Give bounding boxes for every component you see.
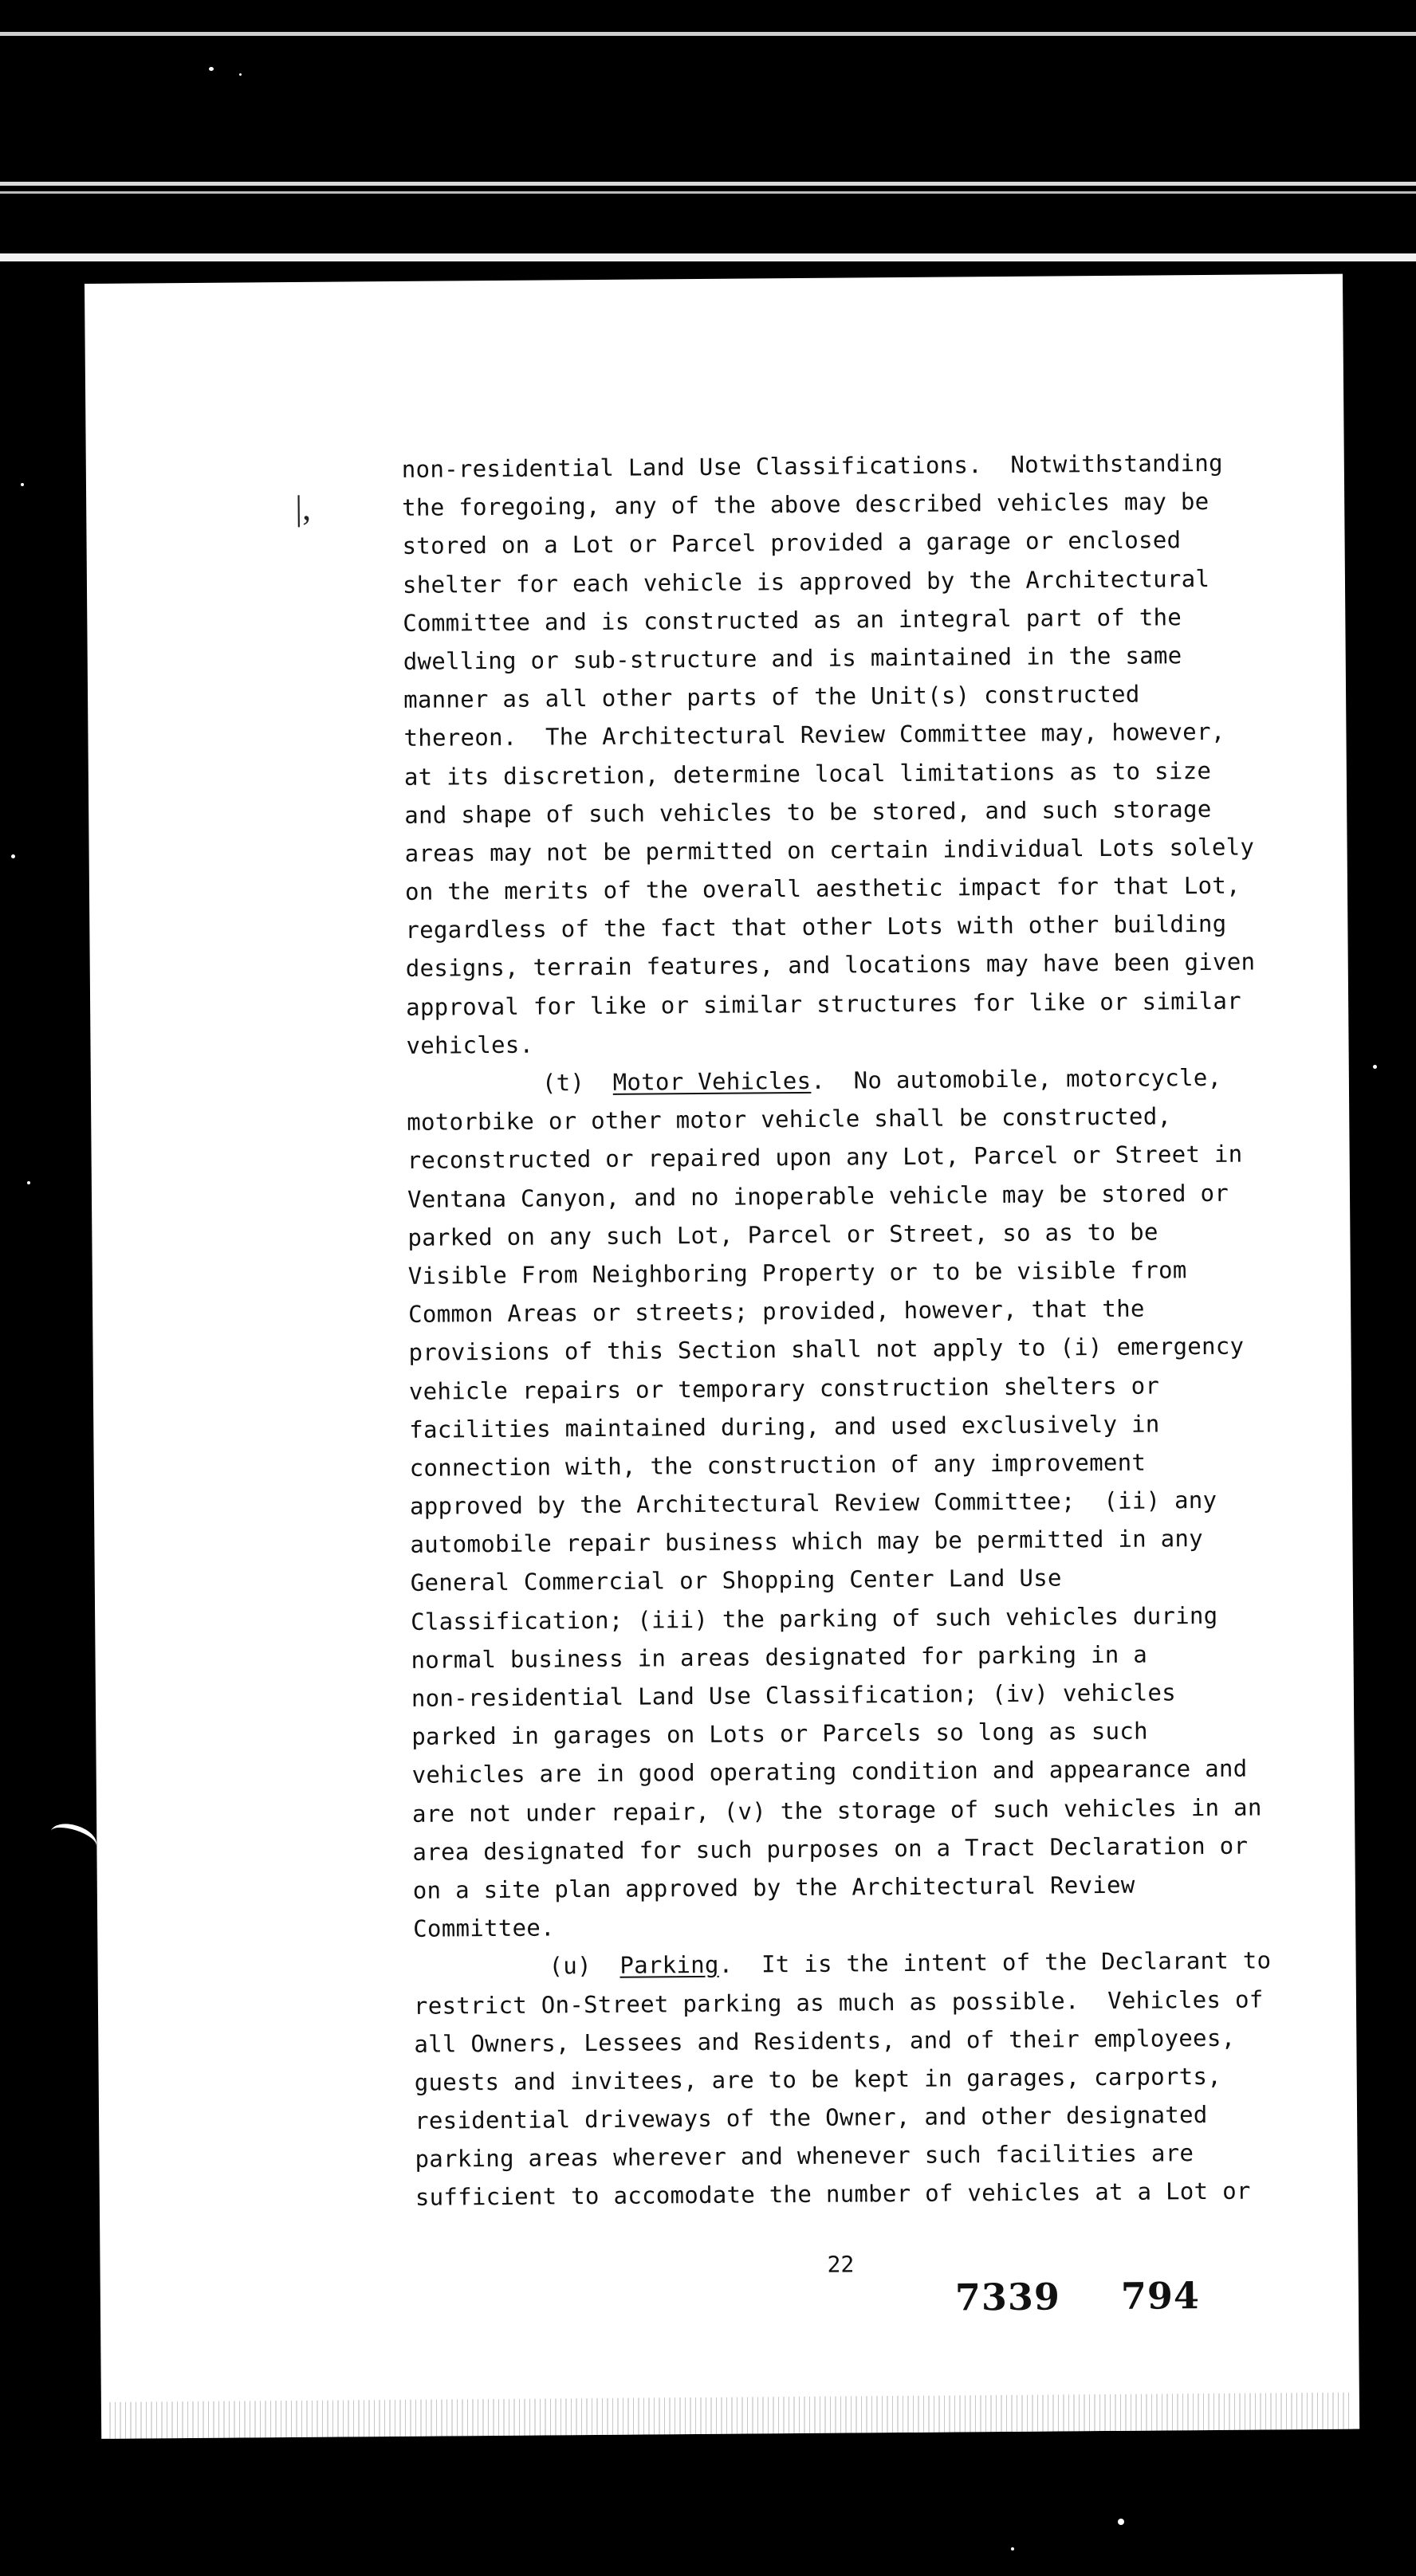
text-line: and shape of such vehicles to be stored, and such storage <box>404 795 1212 829</box>
text-line: General Commercial or Shopping Center Land Use <box>410 1564 1062 1597</box>
body-text <box>402 443 1324 2217</box>
scan-artifact <box>46 1819 100 1859</box>
scan-speck <box>21 483 24 486</box>
text-line: provisions of this Section shall not apply to (i) emergency <box>408 1332 1245 1367</box>
text-line: restrict On-Street parking as much as possible. Vehicles of <box>413 1985 1264 2020</box>
scan-speck <box>27 1181 30 1184</box>
text-line: all Owners, Lessees and Residents, and of their employees, <box>414 2024 1236 2058</box>
text-line: areas may not be permitted on certain individual Lots solely <box>404 833 1255 867</box>
line-text: . No automobile, motorcycle, <box>811 1063 1222 1094</box>
text-line: parking areas wherever and whenever such facilities are <box>415 2139 1194 2174</box>
text-line: dwelling or sub-structure and is maintained in the same <box>403 642 1182 675</box>
text-line: approval for like or similar structures for like or similar <box>406 987 1242 1021</box>
text-line: Committee. <box>413 1914 555 1942</box>
scanner-band <box>0 182 1416 186</box>
text-line: guests and invitees, are to be kept in garages, carports, <box>414 2062 1222 2096</box>
text-line: on a site plan approved by the Architectural Review <box>412 1871 1135 1904</box>
text-line: normal business in areas designated for parking in a <box>411 1640 1148 1674</box>
text-line: vehicles are in good operating condition and appearance and <box>411 1754 1248 1789</box>
text-line: connection with, the construction of any improvement <box>409 1448 1147 1482</box>
text-line: automobile repair business which may be permitted in any <box>410 1525 1204 1559</box>
scanner-band <box>0 32 1416 36</box>
recording-stamp <box>955 2274 1200 2319</box>
text-line: Common Areas or streets; provided, however, that the <box>408 1294 1145 1328</box>
text-line: are not under repair, (v) the storage of such vehicles in an <box>411 1793 1262 1828</box>
section-label: (t) <box>541 1068 613 1097</box>
text-line: non-residential Land Use Classifications. Notwithstanding <box>401 449 1224 483</box>
scan-speck <box>1118 2519 1124 2525</box>
stamp-book-number: 7339 <box>954 2275 1061 2319</box>
scan-speck <box>1373 1065 1377 1069</box>
text-line: parked in garages on Lots or Parcels so long as such <box>411 1717 1148 1751</box>
text-line: shelter for each vehicle is approved by the Architectural <box>402 564 1210 599</box>
section-heading: Parking <box>620 1951 719 1980</box>
scan-speck <box>1011 2547 1014 2550</box>
text-line: vehicles. <box>406 1031 534 1059</box>
text-line: thereon. The Architectural Review Committee may, however, <box>403 718 1225 752</box>
text-line: the foregoing, any of the above described vehicles may be <box>402 488 1210 522</box>
text-line: facilities maintained during, and used exclusively in <box>409 1410 1160 1443</box>
scanner-band <box>0 191 1416 194</box>
text-line: Committee and is constructed as an integral part of the <box>403 603 1182 637</box>
margin-mark: |, <box>295 488 312 528</box>
text-line <box>413 1941 1322 1986</box>
text-line: manner as all other parts of the Unit(s) constructed <box>403 680 1140 713</box>
scan-speck <box>239 73 242 76</box>
text-line: reconstructed or repaired upon any Lot, Parcel or Street in <box>407 1141 1243 1175</box>
scan-noise-strip <box>109 2393 1353 2439</box>
text-line: vehicle repairs or temporary construction shelters or <box>408 1371 1160 1405</box>
text-line: stored on a Lot or Parcel provided a garage or enclosed <box>402 526 1182 560</box>
text-line: motorbike or other motor vehicle shall be constructed, <box>407 1102 1172 1137</box>
scan-speck <box>209 67 214 71</box>
text-line: designs, terrain features, and locations may have been given <box>405 948 1256 983</box>
document-page <box>85 274 1359 2439</box>
page-number: 22 <box>827 2251 855 2278</box>
text-line: Classification; (iii) the parking of such vehicles during <box>411 1601 1218 1636</box>
text-line: residential driveways of the Owner, and other designated <box>414 2101 1208 2134</box>
text-line <box>407 1058 1316 1103</box>
text-line: Visible From Neighboring Property or to be visible from <box>407 1256 1187 1290</box>
stamp-page-number: 794 <box>1120 2274 1201 2318</box>
section-label: (u) <box>549 1952 620 1980</box>
line-text: . It is the intent of the Declarant to <box>718 1946 1272 1979</box>
text-line: regardless of the fact that other Lots with other building <box>405 910 1227 944</box>
text-line: at its discretion, determine local limitations as to size <box>403 756 1212 791</box>
scanner-band <box>0 253 1416 261</box>
text-line: on the merits of the overall aesthetic impact for that Lot, <box>404 871 1241 905</box>
text-line: non-residential Land Use Classification; (iv) vehicles <box>411 1679 1177 1712</box>
section-heading: Motor Vehicles <box>612 1066 812 1096</box>
text-line: Ventana Canyon, and no inoperable vehicle may be stored or <box>407 1179 1229 1213</box>
text-line: approved by the Architectural Review Committee; (ii) any <box>409 1486 1217 1520</box>
scan-speck <box>11 854 15 858</box>
text-line: area designated for such purposes on a Tract Declaration or <box>412 1832 1249 1866</box>
text-line: sufficient to accomodate the number of vehicles at a Lot or <box>415 2177 1251 2212</box>
text-line: parked on any such Lot, Parcel or Street, so as to be <box>407 1218 1158 1251</box>
